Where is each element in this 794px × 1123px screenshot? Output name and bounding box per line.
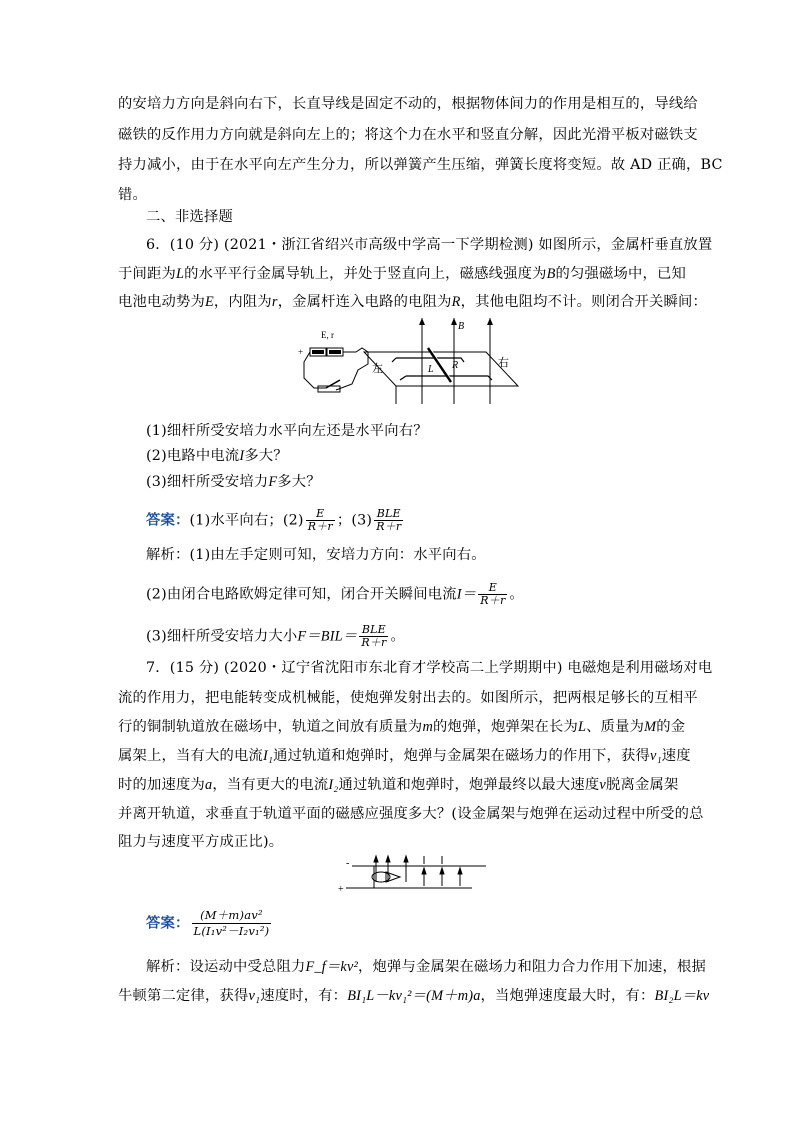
q7-line: 属架上，当有大的电流I₁通过轨道和炮弹时，炮弹与金属架在磁场力的作用下，获得v₁速度 xyxy=(118,748,691,764)
label-emf: E, r xyxy=(321,330,334,340)
q6-sub1: (1)细杆所受安培力水平向左还是水平向右？ xyxy=(146,423,428,439)
label-minus: - xyxy=(346,858,350,869)
fraction: $\frac{\text{BLE}}{R+r}$ xyxy=(361,623,387,649)
q7-answer xyxy=(146,908,706,939)
text-line: 持力减小，由于在水平向左产生分力，所以弹簧产生压缩，弹簧长度将变短。故 AD 正确，BC xyxy=(118,157,723,173)
q6-analysis: (3)细杆所受安培力大小F＝BIL＝ $\frac{\text{BLE}}{R+r}$ 。 xyxy=(146,623,405,649)
fraction: $\frac{E}{R+r}$ xyxy=(480,581,506,607)
text-line: 的安培力方向是斜向右下，长直导线是固定不动的，根据物体间力的作用是相互的，导线给 xyxy=(118,96,698,112)
q6-line: 电池电动势为E，内阻为r，金属杆连入电路的电阻为R，其他电阻均不计。则闭合开关瞬间： xyxy=(118,294,708,310)
q7-analysis: 解析：设运动中受总阻力F_f＝kv²，炮弹与金属架在磁场力和阻力合力作用下加速，根据 xyxy=(146,959,706,975)
q6-line: 6．(10 分) (2021・浙江省绍兴市高级中学高一下学期检测) 如图所示，金属杆垂直放置 xyxy=(146,237,713,253)
q6-sub2: (2)电路中电流I多大？ xyxy=(146,448,288,464)
label-B: B xyxy=(458,321,465,332)
label-L: L xyxy=(428,364,434,375)
text-line: 错。 xyxy=(118,187,147,203)
q6-answer: 答案：(1)水平向右；(2) $\frac{E}{R+r}$ ；(3) $\frac{\text{BLE}}{R+r}$ xyxy=(146,507,402,533)
section-heading: 二、非选择题 xyxy=(146,209,233,225)
fraction: $\frac{\text{BLE}}{R+r}$ xyxy=(376,507,402,533)
q7-line: 时的加速度为a，当有更大的电流I₂通过轨道和炮弹时，炮弹最终以最大速度v脱离金属架 xyxy=(118,777,679,793)
q7-line: 流的作用力，把电能转变成机械能，使炮弹发射出去的。如图所示，把两根足够长的互相平 xyxy=(118,690,698,706)
answer-label: 答案： xyxy=(146,915,190,932)
q6-sub3: (3)细杆所受安培力F多大？ xyxy=(146,474,321,490)
q6-analysis: (2)由闭合电路欧姆定律可知，闭合开关瞬间电流I＝ $\frac{E}{R+r}$ 。 xyxy=(146,581,524,607)
q6-analysis: 解析：(1)由左手定则可知，安培力方向：水平向右。 xyxy=(146,547,486,563)
label-plus: + xyxy=(338,884,344,894)
circuit-figure xyxy=(296,318,528,410)
railgun-figure xyxy=(336,852,486,894)
q7-line: 并离开轨道，求垂直于轨道平面的磁感应强度多大？(设金属架与炮弹在运动过程中所受的总 xyxy=(118,806,704,822)
q7-line: 行的铜制轨道放在磁场中，轨道之间放有质量为m的炮弹，炮弹架在长为L、质量为M的金 xyxy=(118,719,686,735)
label-right: 右 xyxy=(498,357,509,369)
answer-label: 答案： xyxy=(146,512,190,529)
q7-analysis: 牛顿第二定律，获得v₁速度时，有：BI₁L－kv₁²＝(M＋m)a，当炮弹速度最大时，有：BI₂L＝kv xyxy=(118,988,710,1004)
fraction: $\frac{E}{R+r}$ xyxy=(307,507,333,533)
label-left: 左 xyxy=(372,363,383,375)
text-line: 磁铁的反作用力方向就是斜向左上的；将这个力在水平和竖直分解，因此光滑平板对磁铁支 xyxy=(118,127,698,143)
q7-line: 阻力与速度平方成正比)。 xyxy=(118,834,284,850)
label-R: R xyxy=(452,360,459,371)
q6-line: 于间距为L的水平平行金属导轨上，并处于竖直向上，磁感线强度为B的匀强磁场中，已知 xyxy=(118,266,686,282)
q7-line: 7．(15 分) (2020・辽宁省沈阳市东北育才学校高二上学期期中) 电磁炮是利用磁场对电 xyxy=(146,660,713,676)
fraction: $\frac{\text{(M＋m)av²}}{\text{L(I₁v²－I₂v₁²)}}$ xyxy=(193,908,270,938)
label-plus: + xyxy=(298,347,304,357)
